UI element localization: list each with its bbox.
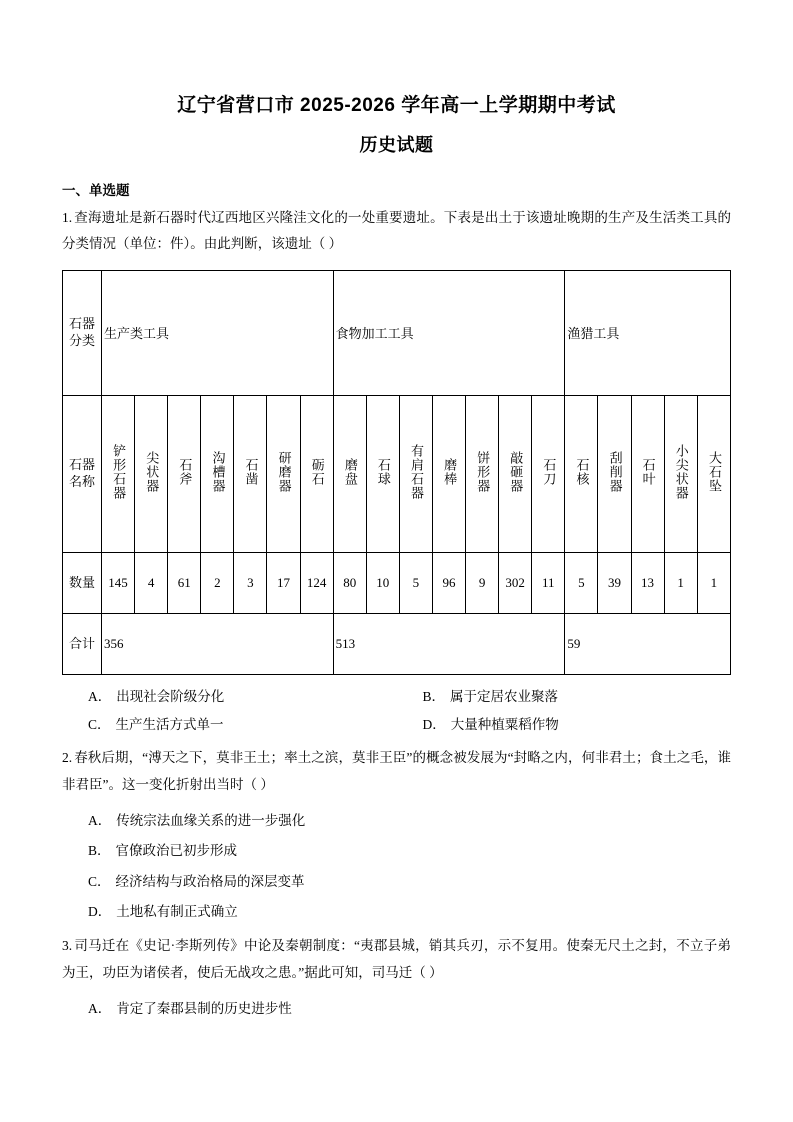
table-cell-toolname: 石叶 [631, 395, 664, 552]
group-head-production: 生产类工具 [102, 270, 334, 395]
table-cell-toolname: 磨盘 [333, 395, 366, 552]
page-title: 辽宁省营口市 2025-2026 学年高一上学期期中考试 [177, 95, 616, 116]
option-1-A[interactable]: A． 出现社会阶级分化 [88, 688, 225, 704]
option-3-A[interactable]: A． 肯定了秦郡县制的历史进步性 [88, 1001, 292, 1017]
option-2-C[interactable]: C． 经济结构与政治格局的深层变革 [88, 873, 305, 889]
question-1-stem [62, 205, 731, 258]
table-cell-toolname: 石核 [565, 395, 598, 552]
table-cell-count: 17 [267, 552, 300, 613]
table-row-category [63, 270, 731, 395]
group-head-foodprocessing: 食物加工工具 [333, 270, 565, 395]
table-cell-total-foodprocessing: 513 [333, 613, 565, 674]
row-label-category: 石器分类 [63, 270, 102, 395]
table-row-totals [63, 613, 731, 674]
table-cell-toolname: 敲砸器 [499, 395, 532, 552]
table-cell-count: 2 [201, 552, 234, 613]
table-cell-toolname: 尖状器 [135, 395, 168, 552]
table-cell-count: 5 [565, 552, 598, 613]
question-3-text: 司马迁在《史记·李斯列传》中论及秦朝制度：“夷郡县城，销其兵刃，示不复用。使秦无尺土之封，不立子弟为王，功臣为诸侯者，使后无战攻之患。”据此可知，司马迁（ ） [62, 938, 731, 980]
question-2-number: 2. [62, 750, 73, 766]
page-subtitle: 历史试题 [359, 135, 434, 155]
table-cell-toolname: 石刀 [532, 395, 565, 552]
table-cell-toolname: 有肩石器 [399, 395, 432, 552]
option-2-D[interactable]: D． 土地私有制正式确立 [88, 904, 238, 920]
table-cell-toolname: 石凿 [234, 395, 267, 552]
table-cell-count: 96 [432, 552, 465, 613]
table-cell-count: 5 [399, 552, 432, 613]
question-1-number: 1. [62, 210, 73, 225]
table-cell-toolname: 铲形石器 [102, 395, 135, 552]
table-row-counts [63, 552, 731, 613]
option-2-A[interactable]: A． 传统宗法血缘关系的进一步强化 [88, 812, 306, 828]
table-cell-count: 39 [598, 552, 631, 613]
question-2-stem [62, 745, 731, 798]
table-cell-count: 4 [135, 552, 168, 613]
table-cell-count: 9 [466, 552, 499, 613]
table-cell-toolname: 研磨器 [267, 395, 300, 552]
table-cell-toolname: 砺石 [300, 395, 333, 552]
table-cell-toolname: 磨棒 [432, 395, 465, 552]
question-1-options [62, 683, 731, 740]
table-cell-toolname: 刮削器 [598, 395, 631, 552]
row-label-total: 合计 [63, 613, 102, 674]
stone-tool-table [62, 270, 731, 675]
question-2-text: 春秋后期，“溥天之下，莫非王土；率土之滨，莫非王臣”的概念被发展为“封略之内，何非君土；食土之毛，谁非君臣”。这一变化折射出当时（ ） [62, 750, 731, 792]
option-2-B[interactable]: B． 官僚政治已初步形成 [88, 843, 238, 859]
question-2-options [62, 806, 731, 928]
table-cell-count: 80 [333, 552, 366, 613]
section-heading: 一、单选题 [62, 183, 130, 198]
option-1-D[interactable]: D． 大量种植粟稻作物 [422, 716, 559, 732]
question-3-stem [62, 933, 731, 986]
table-cell-count: 145 [102, 552, 135, 613]
option-1-C[interactable]: C． 生产生活方式单一 [88, 716, 224, 732]
option-1-B[interactable]: B． 属于定居农业聚落 [422, 688, 559, 704]
table-cell-count: 1 [664, 552, 697, 613]
row-label-count: 数量 [63, 552, 102, 613]
table-cell-count: 302 [499, 552, 532, 613]
table-row-toolnames [63, 395, 731, 552]
table-cell-count: 1 [697, 552, 730, 613]
table-cell-toolname: 石球 [366, 395, 399, 552]
row-label-toolname: 石器名称 [63, 395, 102, 552]
table-cell-count: 3 [234, 552, 267, 613]
table-cell-total-production: 356 [102, 613, 334, 674]
table-cell-toolname: 小尖状器 [664, 395, 697, 552]
table-cell-toolname: 石斧 [168, 395, 201, 552]
table-cell-count: 11 [532, 552, 565, 613]
table-cell-count: 10 [366, 552, 399, 613]
table-cell-count: 61 [168, 552, 201, 613]
question-1-text: 查海遗址是新石器时代辽西地区兴隆洼文化的一处重要遗址。下表是出土于该遗址晚期的生产及生活类工具的分类情况（单位：件）。由此判断，该遗址（ ） [62, 210, 731, 252]
table-cell-toolname: 饼形器 [466, 395, 499, 552]
table-cell-count: 13 [631, 552, 664, 613]
question-3-number: 3. [62, 938, 73, 954]
group-head-hunting: 渔猎工具 [565, 270, 731, 395]
table-cell-toolname: 大石坠 [697, 395, 730, 552]
question-3-options [62, 994, 731, 1024]
table-cell-toolname: 沟槽器 [201, 395, 234, 552]
table-cell-total-hunting: 59 [565, 613, 731, 674]
table-cell-count: 124 [300, 552, 333, 613]
